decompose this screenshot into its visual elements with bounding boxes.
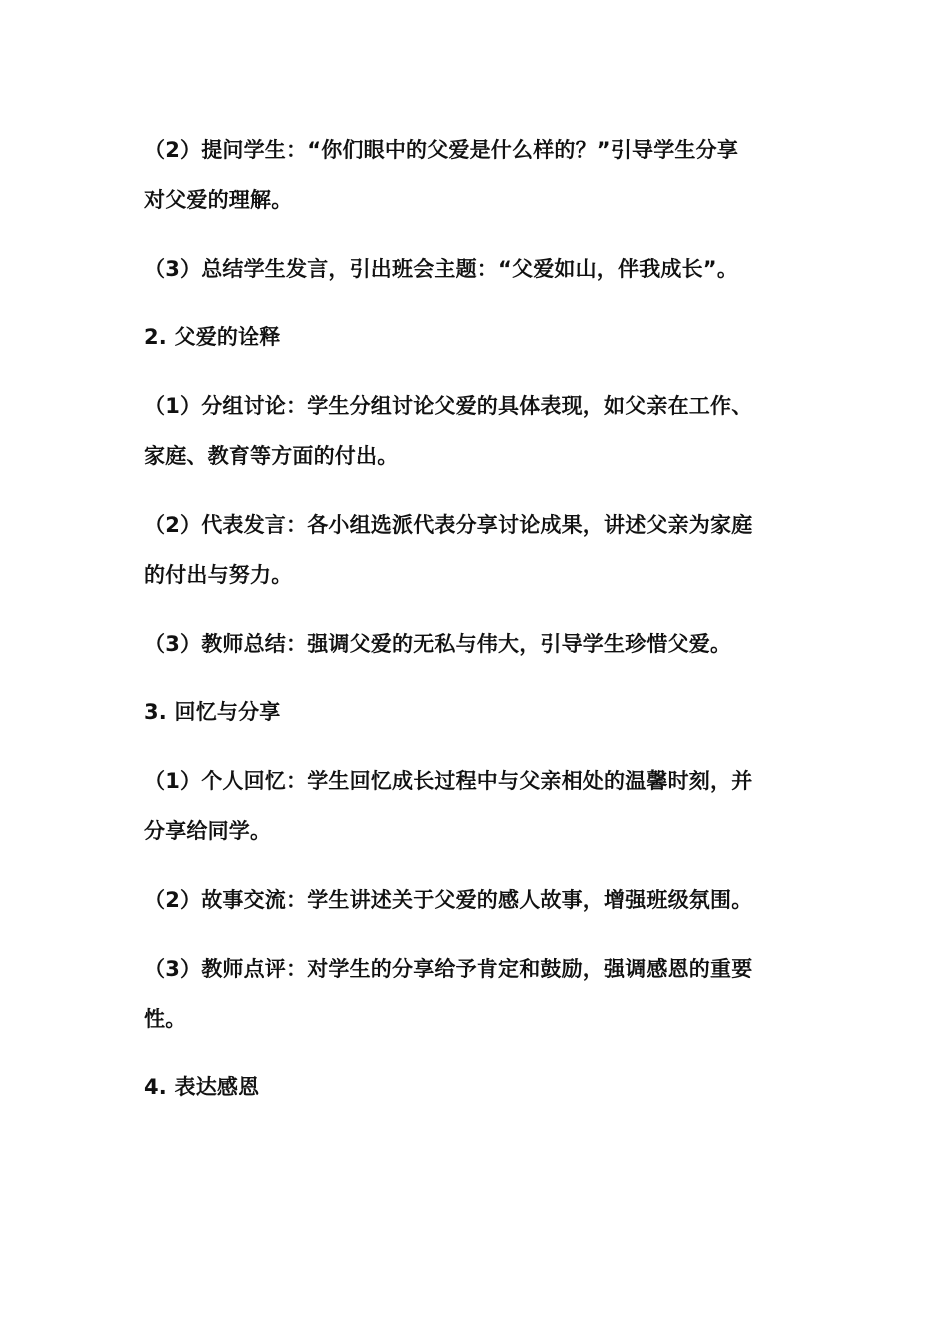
section-heading: 3. 回忆与分享 — [144, 700, 281, 724]
text-line: 性。 — [144, 1007, 187, 1031]
text-line: 分享给同学。 — [144, 819, 272, 843]
text-line: 的付出与努力。 — [144, 563, 293, 587]
section-heading: 2. 父爱的诠释 — [144, 325, 281, 349]
text-line: （1）个人回忆：学生回忆成长过程中与父亲相处的温馨时刻，并 — [144, 769, 753, 793]
text-line: （2）提问学生：“你们眼中的父爱是什么样的？”引导学生分享 — [144, 138, 739, 162]
section-heading: 4. 表达感恩 — [144, 1075, 260, 1099]
text-line: 家庭、教育等方面的付出。 — [144, 444, 399, 468]
text-line: 对父爱的理解。 — [144, 188, 293, 212]
text-line: （2）故事交流：学生讲述关于父爱的感人故事，增强班级氛围。 — [144, 888, 753, 912]
text-line: （1）分组讨论：学生分组讨论父爱的具体表现，如父亲在工作、 — [144, 394, 753, 418]
text-line: （2）代表发言：各小组选派代表分享讨论成果，讲述父亲为家庭 — [144, 513, 753, 537]
text-line: （3）教师点评：对学生的分享给予肯定和鼓励，强调感恩的重要 — [144, 957, 753, 981]
text-line: （3）总结学生发言，引出班会主题：“父爱如山，伴我成长”。 — [144, 257, 739, 281]
text-line: （3）教师总结：强调父爱的无私与伟大，引导学生珍惜父爱。 — [144, 632, 732, 656]
